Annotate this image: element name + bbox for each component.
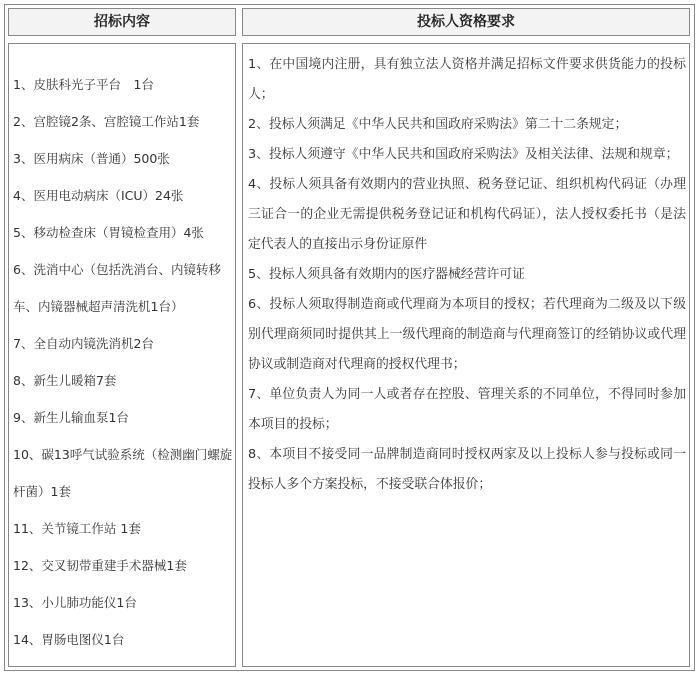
- list-item: 9、新生儿输血泵1台: [13, 410, 129, 425]
- list-item: 3、医用病床（普通）500张: [13, 151, 170, 166]
- column-header-qualification: 投标人资格要求: [242, 8, 690, 36]
- list-item: 8、本项目不接受同一品牌制造商同时授权两家及以上投标人参与投标或同一投标人多个方案投标，不接受联合体报价；: [248, 447, 686, 492]
- list-item: 11、关节镜工作站 1套: [13, 521, 141, 536]
- list-item: 2、宫腔镜2条、宫腔镜工作站1套: [13, 114, 200, 129]
- list-item: 6、投标人须取得制造商或代理商为本项目的授权；若代理商为二级及以下级别代理商须同时提供其上一级代理商的制造商与代理商签订的经销协议或代理协议或制造商对代理商的授权代理书；: [248, 297, 686, 372]
- list-item: 3、投标人须遵守《中华人民共和国政府采购法》及相关法律、法规和规章；: [248, 147, 679, 162]
- list-item: 5、投标人须具备有效期内的医疗器械经营许可证: [248, 267, 525, 282]
- list-item: 12、交叉韧带重建手术器械1套: [13, 558, 187, 573]
- qualification-panel: [242, 43, 690, 667]
- list-item: 7、全自动内镜洗消机2台: [13, 336, 154, 351]
- list-item: 10、碳13呼气试验系统（检测幽门螺旋杆菌）1套: [13, 447, 233, 499]
- list-item: 1、皮肤科光子平台 1台: [13, 77, 154, 92]
- list-item: 7、单位负责人为同一人或者存在控股、管理关系的不同单位，不得同时参加本项目的投标；: [248, 387, 686, 432]
- qualification-list: [248, 50, 686, 500]
- list-item: 8、新生儿暖箱7套: [13, 373, 117, 388]
- list-item: 4、投标人须具备有效期内的营业执照、税务登记证、组织机构代码证（办理三证合一的企业无需提供税务登记证和机构代码证），法人授权委托书（是法定代表人的直接出示身份证原件: [248, 177, 686, 252]
- list-item: 5、移动检查床（胃镜检查用）4张: [13, 225, 204, 240]
- column-header-bidding-content: 招标内容: [8, 8, 236, 36]
- list-item: 13、小儿肺功能仪1台: [13, 595, 137, 610]
- list-item: 1、在中国境内注册，具有独立法人资格并满足招标文件要求供货能力的投标人；: [248, 57, 686, 102]
- list-item: 6、洗消中心（包括洗消台、内镜转移车、内镜器械超声清洗机1台）: [13, 262, 221, 314]
- bidding-content-panel: [8, 43, 236, 667]
- list-item: 14、胃肠电图仪1台: [13, 632, 125, 647]
- list-item: 4、医用电动病床（ICU）24张: [13, 188, 184, 203]
- bidding-content-list: [13, 66, 237, 658]
- list-item: 2、投标人须满足《中华人民共和国政府采购法》第二十二条规定；: [248, 117, 628, 132]
